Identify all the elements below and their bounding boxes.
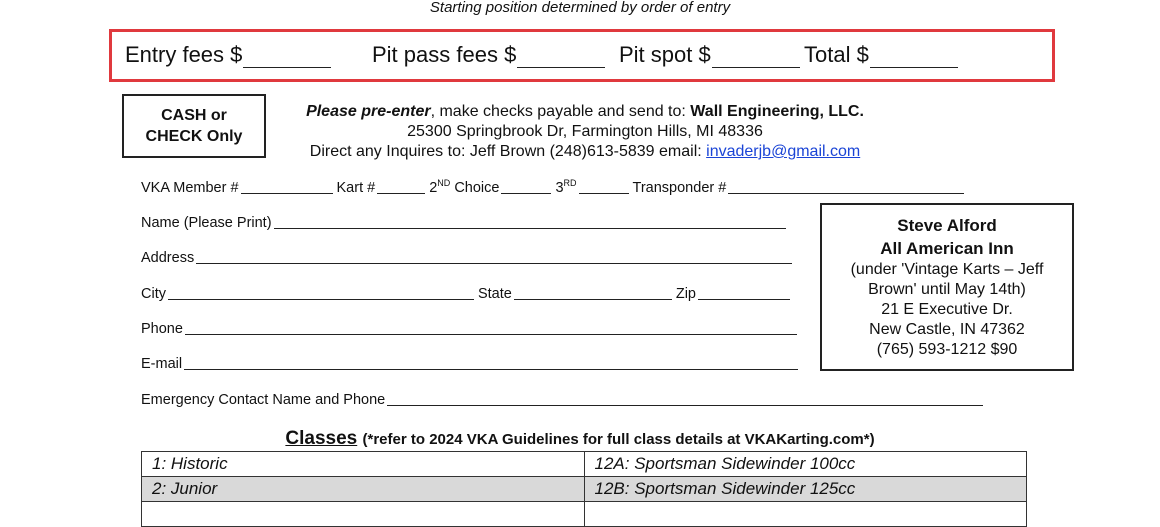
email-input[interactable]	[184, 355, 798, 370]
emergency-input[interactable]	[387, 391, 983, 406]
phone-label: Phone	[141, 321, 183, 337]
pit-spot-line	[712, 49, 800, 68]
name-row	[141, 214, 790, 231]
vka-member-label: VKA Member #	[141, 179, 239, 196]
inquiries-line	[280, 142, 890, 162]
pit-pass-fees-field[interactable]	[372, 42, 605, 68]
pit-spot-field[interactable]	[619, 42, 800, 68]
total-label: Total $	[804, 42, 869, 67]
pit-pass-fees-line	[517, 49, 605, 68]
subtitle: Starting position determined by order of entry	[429, 0, 731, 16]
pit-spot-label: Pit spot $	[619, 42, 711, 67]
hotel-note-1: (under 'Vintage Karts – Jeff	[850, 261, 1044, 278]
classes-title: Classes	[285, 428, 358, 449]
class-cell: 2: Junior	[142, 477, 585, 502]
city-row	[141, 285, 794, 302]
third-choice-input[interactable]	[579, 179, 629, 194]
zip-label: Zip	[675, 286, 696, 302]
address-label: Address	[141, 250, 195, 266]
address-input[interactable]	[196, 249, 792, 264]
hotel-contact-name: Steve Alford	[897, 216, 997, 235]
phone-input[interactable]	[185, 320, 797, 335]
table-row	[142, 477, 1027, 502]
hotel-street: 21 E Executive Dr.	[881, 301, 1013, 318]
payment-line-2: CHECK Only	[145, 128, 243, 145]
hotel-box	[820, 203, 1074, 371]
table-row	[142, 452, 1027, 477]
pit-pass-fees-label: Pit pass fees $	[372, 42, 517, 67]
entry-fees-label: Entry fees $	[125, 42, 243, 67]
table-row	[142, 502, 1027, 527]
entry-fees-line	[243, 49, 331, 68]
payment-line-1: CASH or	[161, 107, 227, 124]
email-label: E-mail	[141, 356, 183, 372]
state-input[interactable]	[514, 285, 672, 300]
pre-enter-text: Please pre-enter	[306, 103, 431, 120]
company-name: Wall Engineering, LLC.	[690, 103, 864, 120]
fees-box	[109, 29, 1055, 82]
mailing-address: 25300 Springbrook Dr, Farmington Hills, MI 48336	[407, 123, 763, 140]
city-label: City	[141, 286, 166, 302]
send-instructions	[280, 102, 890, 122]
emergency-label: Emergency Contact Name and Phone	[141, 392, 386, 408]
phone-row	[141, 320, 801, 337]
city-input[interactable]	[168, 285, 474, 300]
vka-member-input[interactable]	[241, 179, 333, 194]
email-row	[141, 355, 802, 372]
total-field[interactable]	[804, 42, 958, 68]
third-choice-label: 3RD	[555, 178, 577, 196]
email-link[interactable]: invaderjb@gmail.com	[706, 143, 861, 160]
name-label: Name (Please Print)	[141, 215, 272, 231]
transponder-input[interactable]	[728, 179, 964, 194]
second-choice-label: 2ND Choice	[429, 178, 500, 196]
kart-input[interactable]	[377, 179, 425, 194]
instruction-text: , make checks payable and send to:	[430, 103, 691, 120]
hotel-note-2: Brown' until May 14th)	[868, 281, 1026, 298]
second-choice-input[interactable]	[501, 179, 551, 194]
kart-label: Kart #	[336, 179, 376, 196]
classes-table	[141, 451, 1027, 527]
class-cell: 12A: Sportsman Sidewinder 100cc	[584, 452, 1027, 477]
class-cell	[142, 502, 585, 527]
classes-heading	[0, 428, 1160, 450]
member-row	[141, 178, 968, 196]
class-cell: 1: Historic	[142, 452, 585, 477]
class-cell: 12B: Sportsman Sidewinder 125cc	[584, 477, 1027, 502]
total-line	[870, 49, 958, 68]
hotel-name: All American Inn	[880, 239, 1014, 258]
payment-method-box	[122, 94, 266, 158]
emergency-row	[141, 391, 987, 408]
hotel-phone-price: (765) 593-1212 $90	[876, 341, 1018, 358]
inquiries-text: Direct any Inquires to: Jeff Brown (248)613-5839 email:	[309, 143, 707, 160]
classes-note: (*refer to 2024 VKA Guidelines for full class details at VKAKarting.com*)	[362, 431, 875, 448]
transponder-label: Transponder #	[632, 179, 727, 196]
address-row	[141, 249, 796, 266]
state-label: State	[477, 286, 512, 302]
zip-input[interactable]	[698, 285, 790, 300]
class-cell	[584, 502, 1027, 527]
name-input[interactable]	[274, 214, 786, 229]
hotel-city: New Castle, IN 47362	[869, 321, 1025, 338]
entry-fees-field[interactable]	[125, 42, 331, 68]
